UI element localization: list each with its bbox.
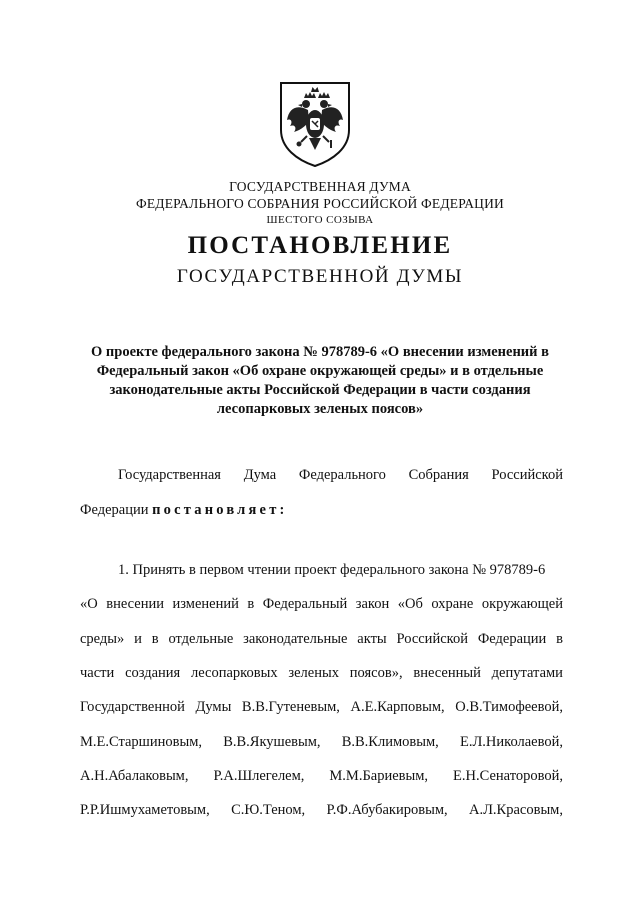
paragraph-line [80,631,563,648]
word: Е.Н.Сенаторовой, [453,767,563,784]
issuer-line-3: ШЕСТОГО СОЗЫВА [266,214,374,226]
word: отдельные [168,630,234,647]
word: создания [125,664,181,681]
paragraph-line [80,734,563,751]
issuer-header [0,178,640,229]
word: и [134,630,142,647]
word: закон [355,596,390,613]
word: депутатами [491,664,563,681]
word: В.В.Гутеневым, [241,699,340,716]
intro-line-1 [118,467,563,484]
word: в [556,630,563,647]
issuer-line-1: ГОСУДАРСТВЕННАЯ ДУМА [229,179,411,194]
word: акты [357,630,387,647]
document-title: ПОСТАНОВЛЕНИЕ [187,232,453,259]
paragraph-line [80,768,563,785]
word: Собрания [408,467,469,483]
word: «О [80,596,98,613]
word: законодательные [243,630,348,647]
state-emblem-icon [277,80,353,168]
paragraph-line [80,699,563,716]
word: части [80,664,115,681]
word: Государственной [80,699,185,716]
word: изменений [172,596,239,613]
word: поясов», [349,664,403,681]
word: В.В.Климовым, [341,733,439,750]
subject-line: Федеральный закон «Об охране окружающей среды» и в отдельные [96,363,544,379]
decision-verb: постановляет: [152,502,288,518]
word: Думы [195,699,232,716]
word: 1. Принять в первом чтении проект федерального закона № 978789-6 [118,562,546,578]
issuer-line-2: ФЕДЕРАЛЬНОГО СОБРАНИЯ РОССИЙСКОЙ ФЕДЕРАЦИИ [136,196,504,211]
word: О.В.Тимофеевой, [455,699,563,716]
intro-line-2 [80,502,288,519]
subject-line: лесопарковых зеленых поясов» [216,401,424,417]
word: в [247,596,255,613]
paragraph-line [80,665,563,682]
document-subtitle: ГОСУДАРСТВЕННОЙ ДУМЫ [176,266,464,287]
word: Р.Ф.Абубакировым, [326,802,448,819]
word: Федерации [477,630,547,647]
word: зеленых [288,664,339,681]
word: А.Л.Красовым, [469,802,563,819]
paragraph-line [80,596,563,613]
word: М.М.Бариевым, [329,767,429,784]
word: Е.Л.Николаевой, [459,733,563,750]
word: Федерального [298,467,386,483]
subject-line: законодательные акты Российской Федерации в части создания [109,382,531,398]
word: А.Н.Абалаковым, [80,767,189,784]
word: окружающей [481,596,563,613]
word: Федеральный [262,596,348,613]
subject-line: О проекте федерального закона № 978789-6 «О внесении изменений в [91,344,549,360]
paragraph-line [118,562,563,579]
word: Р.А.Шлегелем, [213,767,305,784]
word: Дума [243,467,277,483]
document-subject [60,343,580,419]
word: Российской [396,630,468,647]
word: Государственная [118,467,221,483]
word: С.Ю.Теном, [231,802,306,819]
intro-word: Федерации [80,502,149,518]
word: внесенный [413,664,481,681]
word: В.В.Якушевым, [223,733,321,750]
word: А.Е.Карповым, [350,699,445,716]
word: «Об [397,596,423,613]
word: Р.Р.Ишмухаметовым, [80,802,210,819]
paragraph-line [80,802,563,819]
word: охране [431,596,474,613]
word: М.Е.Старшиновым, [80,733,203,750]
word: в [151,630,159,647]
word: лесопарковых [191,664,278,681]
word: среды» [80,630,125,647]
word: внесении [106,596,164,613]
word: Российской [491,467,563,483]
